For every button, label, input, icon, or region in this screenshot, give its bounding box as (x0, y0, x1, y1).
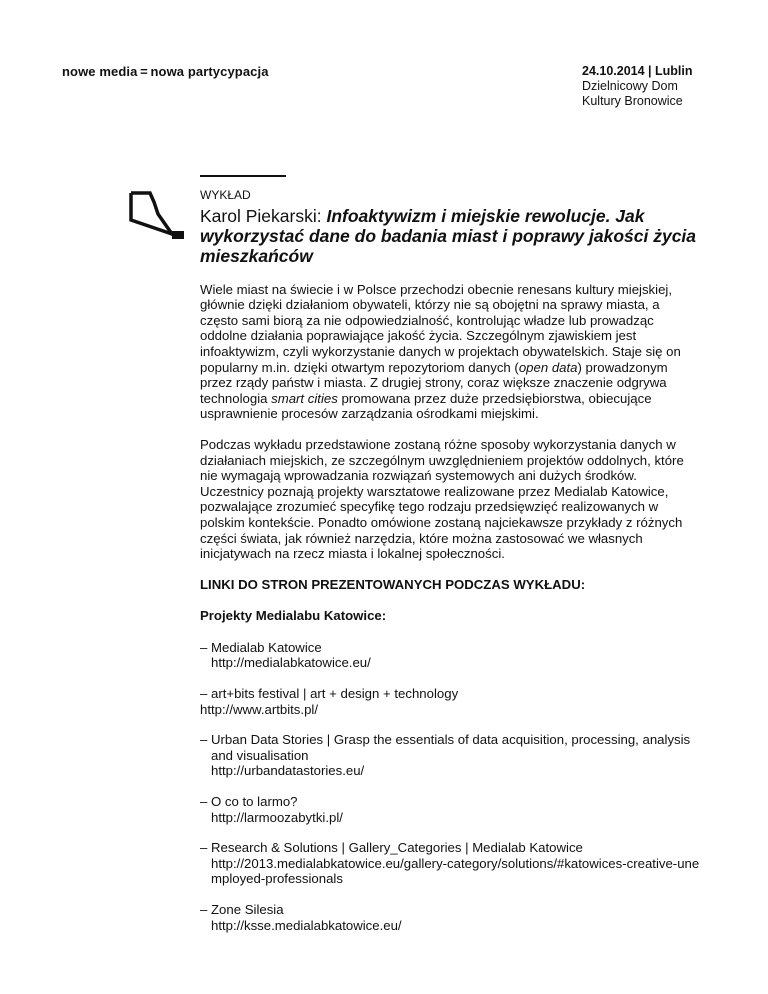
list-item (200, 794, 700, 825)
link-title: – Urban Data Stories | Grasp the essentials of data acquisition, processing, analysis and visualisation (200, 732, 691, 763)
main-content (200, 188, 700, 948)
list-item (200, 902, 700, 933)
link-title: – art+bits festival | art + design + technology (200, 686, 459, 702)
link-title: – Medialab Katowice (200, 639, 322, 655)
event-type: WYKŁAD (200, 188, 251, 202)
link-url[interactable]: http://ksse.medialabkatowice.eu/ (211, 917, 402, 933)
link-url[interactable]: http://www.artbits.pl/ (200, 701, 318, 717)
event-meta (582, 64, 693, 109)
link-url[interactable]: http://urbandatastories.eu/ (211, 763, 365, 779)
lecture-topic: Infoaktywizm i miejskie rewolucje. Jak wykorzystać dane do badania miast i poprawy jakości życia mieszkańców (200, 205, 697, 266)
link-title: – O co to larmo? (200, 794, 298, 810)
link-url[interactable]: http://medialabkatowice.eu/ (211, 655, 371, 671)
list-item (200, 732, 700, 779)
links-heading: LINKI DO STRON PREZENTOWANYCH PODCZAS WYKŁADU: (200, 576, 586, 592)
paragraph-1-emphasis-1: open data (518, 359, 578, 375)
paragraph-1-emphasis-2: smart cities (271, 390, 338, 406)
paragraph-1-part-a: Wiele miast na świecie i w Polsce przechodzi obecnie renesans kultury miejskiej, głównie dzięki działaniom obywateli, którzy nie są obojętni na sprawy miasta, a często sami biorą za nie odpowiedzialność, kontrolując władze lub prowadząc oddolne działania poprawiające jakość życia. Szczególnym zjawiskiem jest infoaktywizm, czyli wykorzystanie danych w projektach obywatelskich. Staje się on popularny m.in. dzięki otwartym repozytoriom danych ( (200, 281, 681, 375)
lecture-title (200, 206, 700, 266)
venue-line-1: Dzielnicowy Dom (582, 79, 678, 93)
link-url[interactable]: http://larmoozabytki.pl/ (211, 809, 343, 825)
description-paragraph-1 (200, 282, 700, 422)
description-paragraph-2: Podczas wykładu przedstawione zostaną różne sposoby wykorzystania danych w działaniach miejskich, ze szczególnym uwzględnieniem projektów oddolnych, które nie wymagają wprowadzania rozwiązań systemowych ani dużych środków. Uczestnicy poznają projekty warsztatowe realizowane przez Medialab Katowice, pozwalające zrozumieć specyfikę tego rodzaju przedsięwzięć realizowanych w polskim kontekście. Ponadto omówione zostaną najciekawsze przykłady z różnych części świata, jak również narzędzia, które można zastosować we własnych inicjatywach na rzecz miasta i lokalnej społeczności. (200, 436, 684, 562)
paragraph-1-part-c: promowana przez duże przedsiębiorstwa, obiecujące usprawnienie procesów zarządzania ośrodkami miejskimi. (200, 390, 652, 422)
link-url[interactable]: http://2013.medialabkatowice.eu/gallery-category/solutions/#katowices-creative-unemployed-professionals (211, 855, 700, 887)
header-divider (200, 175, 286, 177)
date-place: 24.10.2014 | Lublin (582, 64, 693, 78)
lecture-logo-icon (128, 190, 188, 246)
list-item (200, 840, 700, 887)
links-subheading: Projekty Medialabu Katowice: (200, 608, 387, 624)
speaker-name: Karol Piekarski: (200, 205, 322, 226)
list-item (200, 686, 700, 717)
series-title: nowe media = nowa partycypacja (62, 64, 269, 79)
paragraph-1-part-b: ) prowadzonym przez rządy państw i miasta. Z drugiej strony, coraz większe znaczenie odgrywa technologia (200, 359, 668, 406)
link-title: – Zone Silesia (200, 902, 284, 917)
link-title: – Research & Solutions | Gallery_Categories | Medialab Katowice (200, 840, 583, 856)
list-item (200, 640, 700, 671)
venue-line-2: Kultury Bronowice (582, 94, 683, 108)
